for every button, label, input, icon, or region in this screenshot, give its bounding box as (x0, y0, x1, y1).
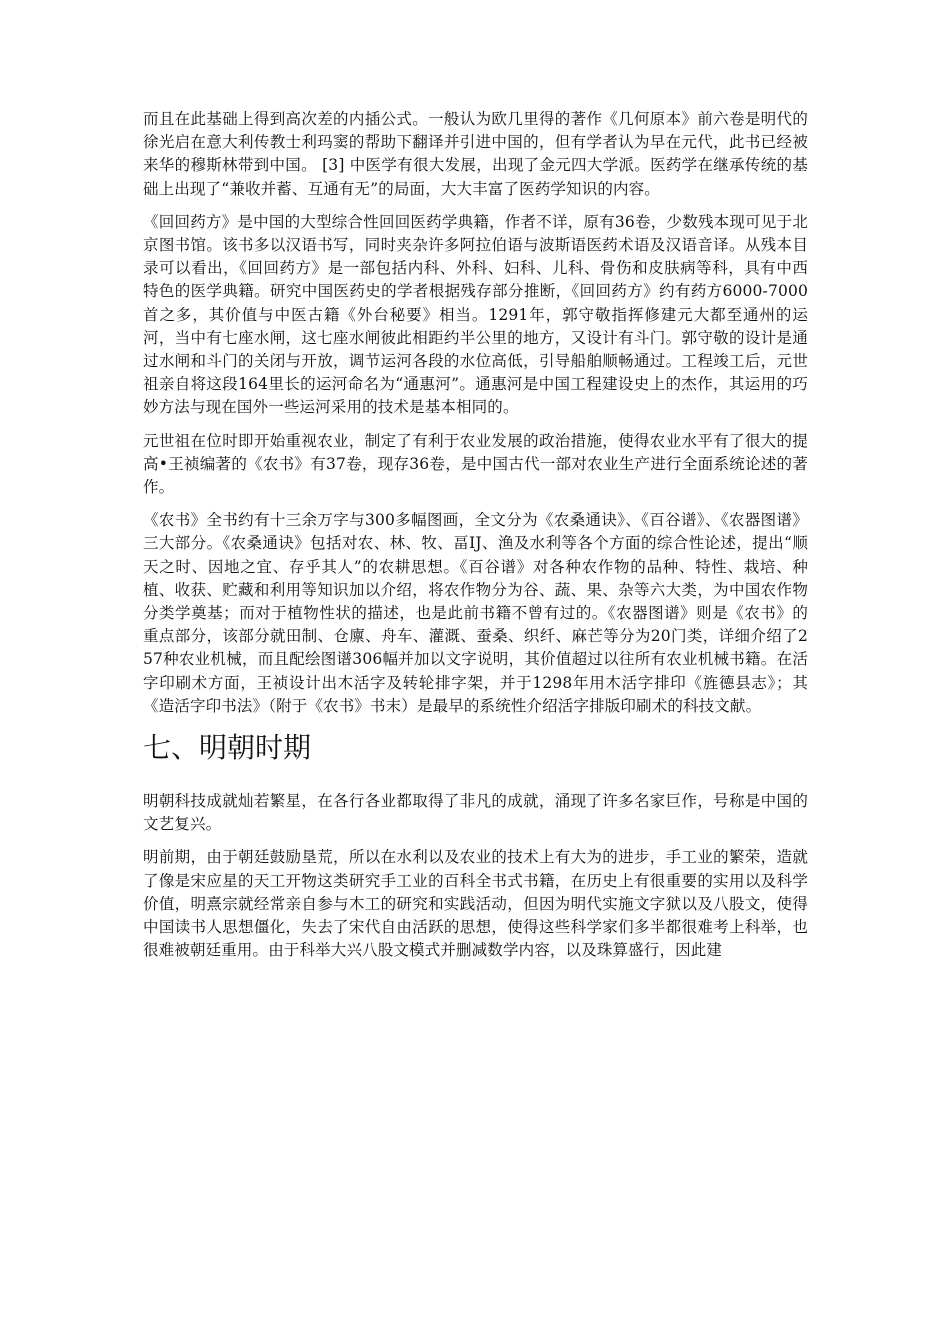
paragraph-math-medicine: 而且在此基础上得到高次差的内插公式。一般认为欧几里得的著作《几何原本》前六卷是明代的徐光启在意大利传教士利玛窦的帮助下翻译并引进中国的，但有学者认为早在元代，此书已经被来华的穆斯林带到中国。 [3] 中医学有很大发展，出现了金元四大学派。医药学在继承传统的基础上出现了“兼收并蓄、互通有无”的局面，大大丰富了医药学知识的内容。 (143, 110, 808, 198)
paragraph-yuan-agriculture: 元世祖在位时即开始重视农业，制定了有利于农业发展的政治措施，使得农业水平有了很大的提高•王祯编著的《农书》有37卷，现存36卷，是中国古代一部对农业生产进行全面系统论述的著作。 (143, 431, 808, 497)
paragraph-nongshu: 《农书》全书约有十三余万字与300多幅图画，全文分为《农桑通诀》、《百谷谱》、《农器图谱》三大部分。《农桑通诀》包括对农、林、牧、畐IJ、渔及水利等各个方面的综合性论述，提出“顺天之时、因地之宜、存乎其人”的农耕思想。《百谷谱》对各种农作物的品种、特性、栽培、种植、收获、贮藏和利用等知识加以介绍，将农作物分为谷、蔬、果、杂等六大类，为中国农作物分类学奠基；而对于植物性状的描述，也是此前书籍不曾有过的。《农器图谱》则是《农书》的重点部分，该部分就田制、仓廪、舟车、灌溉、蚕桑、织纤、麻芒等分为20门类，详细介绍了257种农业机械，而且配绘图谱306幅并加以文字说明，其价值超过以往所有农业机械书籍。在活字印刷术方面，王祯设计出木活字及转轮排字架，并于1298年用木活字排印《旌德县志》；其《造活字印书法》（附于《农书》书末）是最早的系统性介绍活字排版印刷术的科技文献。 (143, 511, 808, 715)
paragraph-ming-early: 明前期，由于朝廷鼓励垦荒，所以在水利以及农业的技术上有大为的进步，手工业的繁荣，造就了像是宋应星的天工开物这类研究手工业的百科全书式书籍，在历史上有很重要的实用以及科学价值，明熹宗就经常亲自参与木工的研究和实践活动，但因为明代实施文字狱以及八股文，使得中国读书人思想僵化，失去了宋代自由活跃的思想，使得这些科学家们多半都很难考上科举，也很难被朝廷重用。由于科举大兴八股文模式并删减数学内容，以及珠算盛行，因此建 (143, 848, 808, 960)
paragraph-ming-overview: 明朝科技成就灿若繁星，在各行各业都取得了非凡的成就，涌现了许多名家巨作，号称是中国的文艺复兴。 (143, 792, 808, 834)
paragraph-huihui-yaofang: 《回回药方》是中国的大型综合性回回医药学典籍，作者不详，原有36卷，少数残本现可见于北京图书馆。该书多以汉语书写，同时夹杂许多阿拉伯语与波斯语医药术语及汉语音译。从残本目录可以看出，《回回药方》是一部包括内科、外科、妇科、儿科、骨伤和皮肤病等科，具有中西特色的医学典籍。研究中国医药史的学者根据残存部分推断，《回回药方》约有药方6000-7000首之多，其价值与中医古籍《外台秘要》相当。1291年，郭守敬指挥修建元大都至通州的运河，当中有七座水闸，这七座水闸彼此相距约半公里的地方，又设计有斗门。郭守敬的设计是通过水闸和斗门的关闭与开放，调节运河各段的水位高低，引导船舶顺畅通过。工程竣工后，元世祖亲自将这段164里长的运河命名为“通惠河”。通惠河是中国工程建设史上的杰作，其运用的巧妙方法与现在国外一些运河采用的技术是基本相同的。 (143, 212, 808, 417)
section-heading-ming: 七、明朝时期 (143, 731, 312, 765)
document-page (143, 108, 808, 973)
